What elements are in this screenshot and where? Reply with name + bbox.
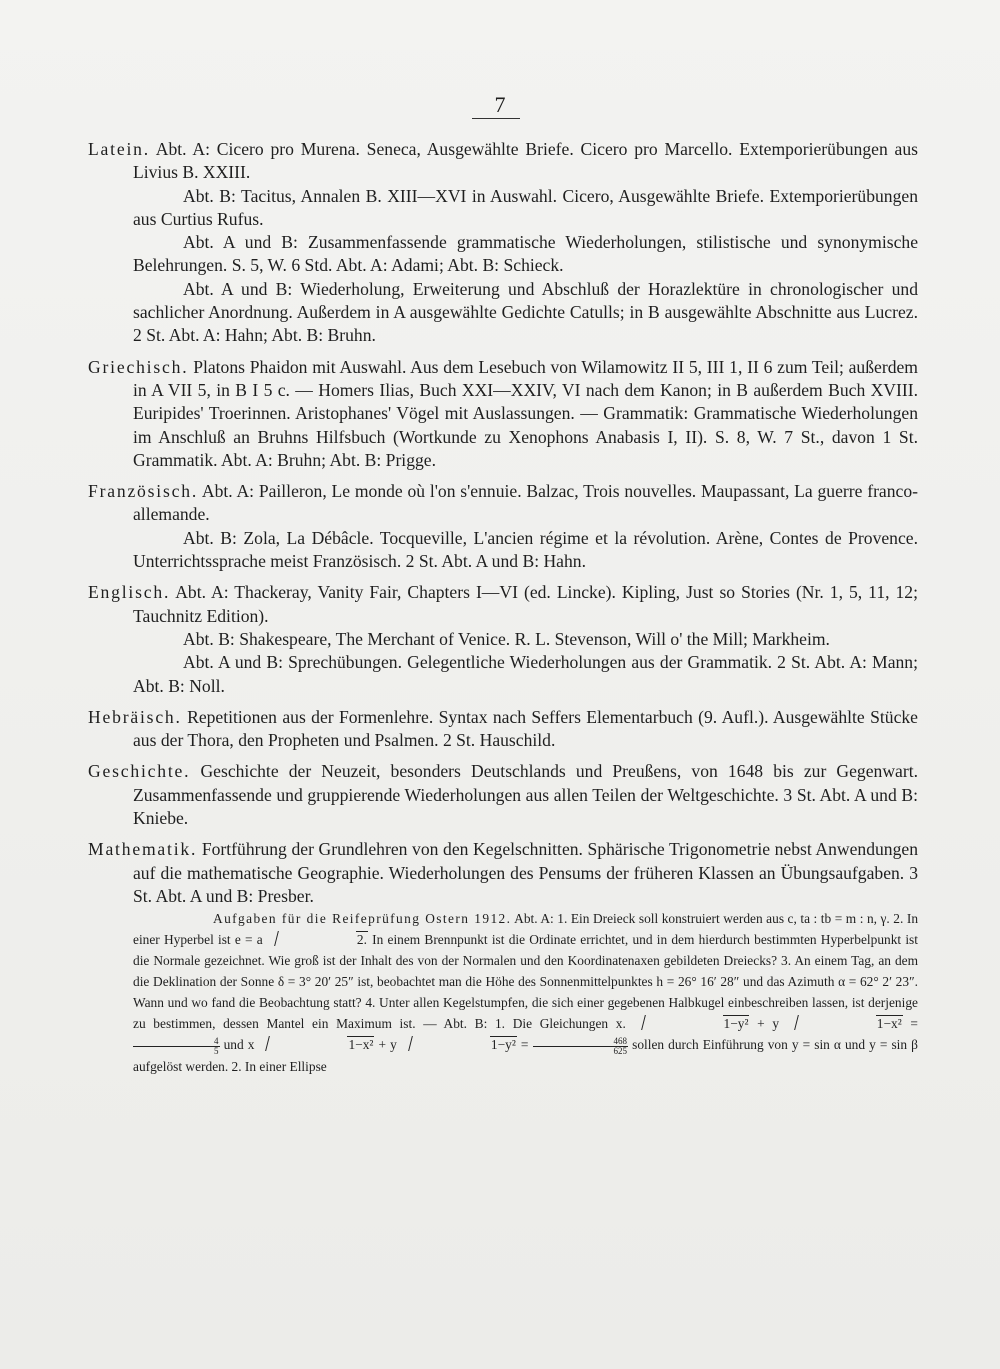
franzoesisch-paragraph-2: Abt. B: Zola, La Débâcle. Tocqueville, L'ancien régime et la révolution. Arène, Contes de Provence. Unterrichtssprache meist Französisch. 2 St. Abt. A und B: Hahn. — [133, 527, 918, 572]
sqrt-1-y2-a: 1−y² — [723, 1016, 749, 1032]
geschichte-paragraph — [88, 760, 918, 830]
section-mathematik — [88, 838, 918, 1076]
fraction-468-625-numerator: 468 — [533, 1037, 629, 1047]
latein-paragraph-2: Abt. B: Tacitus, Annalen B. XIII—XVI in Auswahl. Cicero, Ausgewählte Briefe. Extemporierübungen aus Curtius Rufus. — [133, 185, 918, 229]
subject-heading-geschichte: Geschichte. — [88, 761, 191, 782]
englisch-paragraph-3: Abt. A und B: Sprechübungen. Gelegentliche Wiederholungen aus der Grammatik. 2 St. Abt. A: Mann; Abt. B: Noll. — [133, 652, 918, 696]
aufgaben-text-2: In einem Brennpunkt ist die Ordinate errichtet, und in dem hierdurch bestimmten Hyperbelpunkt ist die Normale gezeichnet. Wie groß ist der Inhalt des von der Normalen und den Koordinatenaxen gebildeten Dreiecks? 3. An einem Tag, an dem die Deklination der Sonne δ = 3° 20′ 25″ ist, beobachtet man die Höhe des Sonnenmittelpunktes h = 26° 16′ 28″ und das Azimuth α = 62° 2′ 23″. Wann und wo fand die Beobachtung statt? 4. Unter allen Kegelstumpfen, die sich einer gegebenen Halbkugel einbeschreiben lassen, ist derjenige zu bestimmen, dessen Mantel ein Maximum ist. — Abt. B: 1. Die Gleichungen x. — [133, 932, 918, 1032]
latein-text-1: Abt. A: Cicero pro Murena. Seneca, Ausgewählte Briefe. Cicero pro Marcello. Extemporierübungen aus Livius B. XXIII. — [133, 139, 918, 183]
latein-paragraph-4: Abt. A und B: Wiederholung, Erweiterung und Abschluß der Horazlektüre in chronologischer und sachlicher Anordnung. Außerdem in A ausgewählte Gedichte Catulls; in B ausgewählte Abschnitte aus Lucrez. 2 St. Abt. A: Hahn; Abt. B: Bruhn. — [133, 278, 918, 346]
plus-y: + y — [757, 1016, 780, 1032]
section-englisch — [88, 581, 918, 697]
fraction-4-5-denominator: 5 — [214, 1045, 219, 1056]
geschichte-text: Geschichte der Neuzeit, besonders Deutschlands und Preußens, von 1648 bis zur Gegenwart. Zusammenfassende und gruppierende Wiederholungen aus allen Teilen der Weltgeschichte. 3 St. Abt. A und B: Kniebe. — [133, 761, 918, 829]
subject-heading-englisch: Englisch. — [88, 582, 171, 603]
aufgaben-text-3: sollen durch Einführung von y = sin α und y = sin β aufgelöst werden. 2. In einer Ellipse — [133, 1037, 918, 1074]
hebraeisch-text: Repetitionen aus der Formenlehre. Syntax nach Seffers Elementarbuch (9. Aufl.). Ausgewählte Stücke aus der Thora, den Propheten und Psalmen. 2 St. Hauschild. — [133, 706, 918, 751]
franzoesisch-text-1: Abt. A: Pailleron, Le monde où l'on s'ennuie. Balzac, Trois nouvelles. Maupassant, La guerre franco-allemande. — [133, 481, 919, 525]
sqrt-symbol — [258, 1034, 374, 1055]
hebraeisch-paragraph — [88, 706, 918, 753]
franzoesisch-paragraph-1 — [88, 480, 918, 527]
subject-heading-hebraeisch: Hebräisch. — [88, 706, 182, 727]
section-griechisch — [88, 356, 918, 472]
y-text: y — [390, 1037, 397, 1053]
mathematik-paragraph — [88, 838, 918, 908]
sqrt-symbol — [267, 929, 368, 950]
aufgaben-text-1: Abt. A: 1. Ein Dreieck soll konstruiert werden aus c, ta : tb = m : n, γ. 2. In einer Hyperbel ist e = a — [133, 911, 919, 948]
fraction-468-625-denominator: 625 — [613, 1045, 628, 1056]
page-number-rule — [472, 118, 520, 119]
sqrt-symbol — [401, 1034, 517, 1055]
latein-paragraph-3: Abt. A und B: Zusammenfassende grammatische Wiederholungen, stilistische und synonymische Belehrungen. S. 5, W. 6 Std. Abt. A: Adami; Abt. B: Schieck. — [133, 232, 918, 276]
sqrt-1-x2-b: 1−x² — [348, 1037, 374, 1053]
section-hebraeisch — [88, 706, 918, 753]
sqrt-1-x2-a: 1−x² — [876, 1016, 902, 1032]
englisch-text-1: Abt. A: Thackeray, Vanity Fair, Chapters I—VI (ed. Lincke). Kipling, Just so Stories (Nr. 1, 5, 11, 12; Tauchnitz Edition). — [133, 582, 918, 626]
equals-2: = — [520, 1037, 529, 1053]
griechisch-paragraph — [88, 356, 918, 472]
equals-1: = — [910, 1016, 918, 1032]
latein-paragraph-1 — [88, 138, 918, 185]
englisch-paragraph-1 — [88, 581, 918, 628]
sqrt-1-y2-b: 1−y² — [490, 1037, 516, 1053]
sqrt-symbol — [634, 1013, 750, 1034]
und-x: und x — [223, 1037, 255, 1053]
plus-2: + — [378, 1037, 387, 1053]
section-latein — [88, 138, 918, 348]
mathematik-text: Fortführung der Grundlehren von den Kegelschnitten. Sphärische Trigonometrie nebst Anwendungen auf die mathematische Geographie. Wiederholungen des Pensums der früheren Klassen an Übungsaufgaben. 3 St. Abt. A und B: Presber. — [133, 839, 918, 906]
sqrt-symbol — [787, 1013, 903, 1034]
aufgaben-paragraph — [88, 908, 918, 1076]
griechisch-text: Platons Phaidon mit Auswahl. Aus dem Lesebuch von Wilamowitz II 5, III 1, II 6 zum Teil; außerdem in A VII 5, in B I 5 c. — Homers Ilias, Buch XXI—XXIV, VI nach dem Kanon; in B außerdem Buch XVIII. Euripides' Troerinnen. Aristophanes' Vögel mit Auslassungen. — Grammatik: Grammatische Wiederholungen im Anschluß an Bruhns Hilfsbuch (Wortkunde zu Xenophons Anabasis I, II). S. 8, W. 7 St., davon 1 St. Grammatik. Abt. A: Bruhn; Abt. B: Prigge. — [133, 356, 918, 470]
page-content — [88, 138, 918, 1085]
aufgaben-heading: Aufgaben für die Reifeprüfung Ostern 1912. — [213, 911, 512, 927]
sqrt-2: 2. — [356, 932, 367, 948]
fraction-4-5-numerator: 4 — [133, 1037, 220, 1047]
page-number: 7 — [494, 92, 506, 117]
subject-heading-franzoesisch: Französisch. — [88, 481, 199, 502]
fraction-4-5 — [133, 1037, 220, 1056]
subject-heading-griechisch: Griechisch. — [88, 356, 189, 377]
section-geschichte — [88, 760, 918, 830]
subject-heading-mathematik: Mathematik. — [88, 839, 198, 860]
fraction-468-625 — [533, 1037, 629, 1056]
subject-heading-latein: Latein. — [88, 139, 150, 159]
section-franzoesisch — [88, 480, 918, 573]
englisch-paragraph-2: Abt. B: Shakespeare, The Merchant of Venice. R. L. Stevenson, Will o' the Mill; Markheim. — [183, 628, 830, 649]
